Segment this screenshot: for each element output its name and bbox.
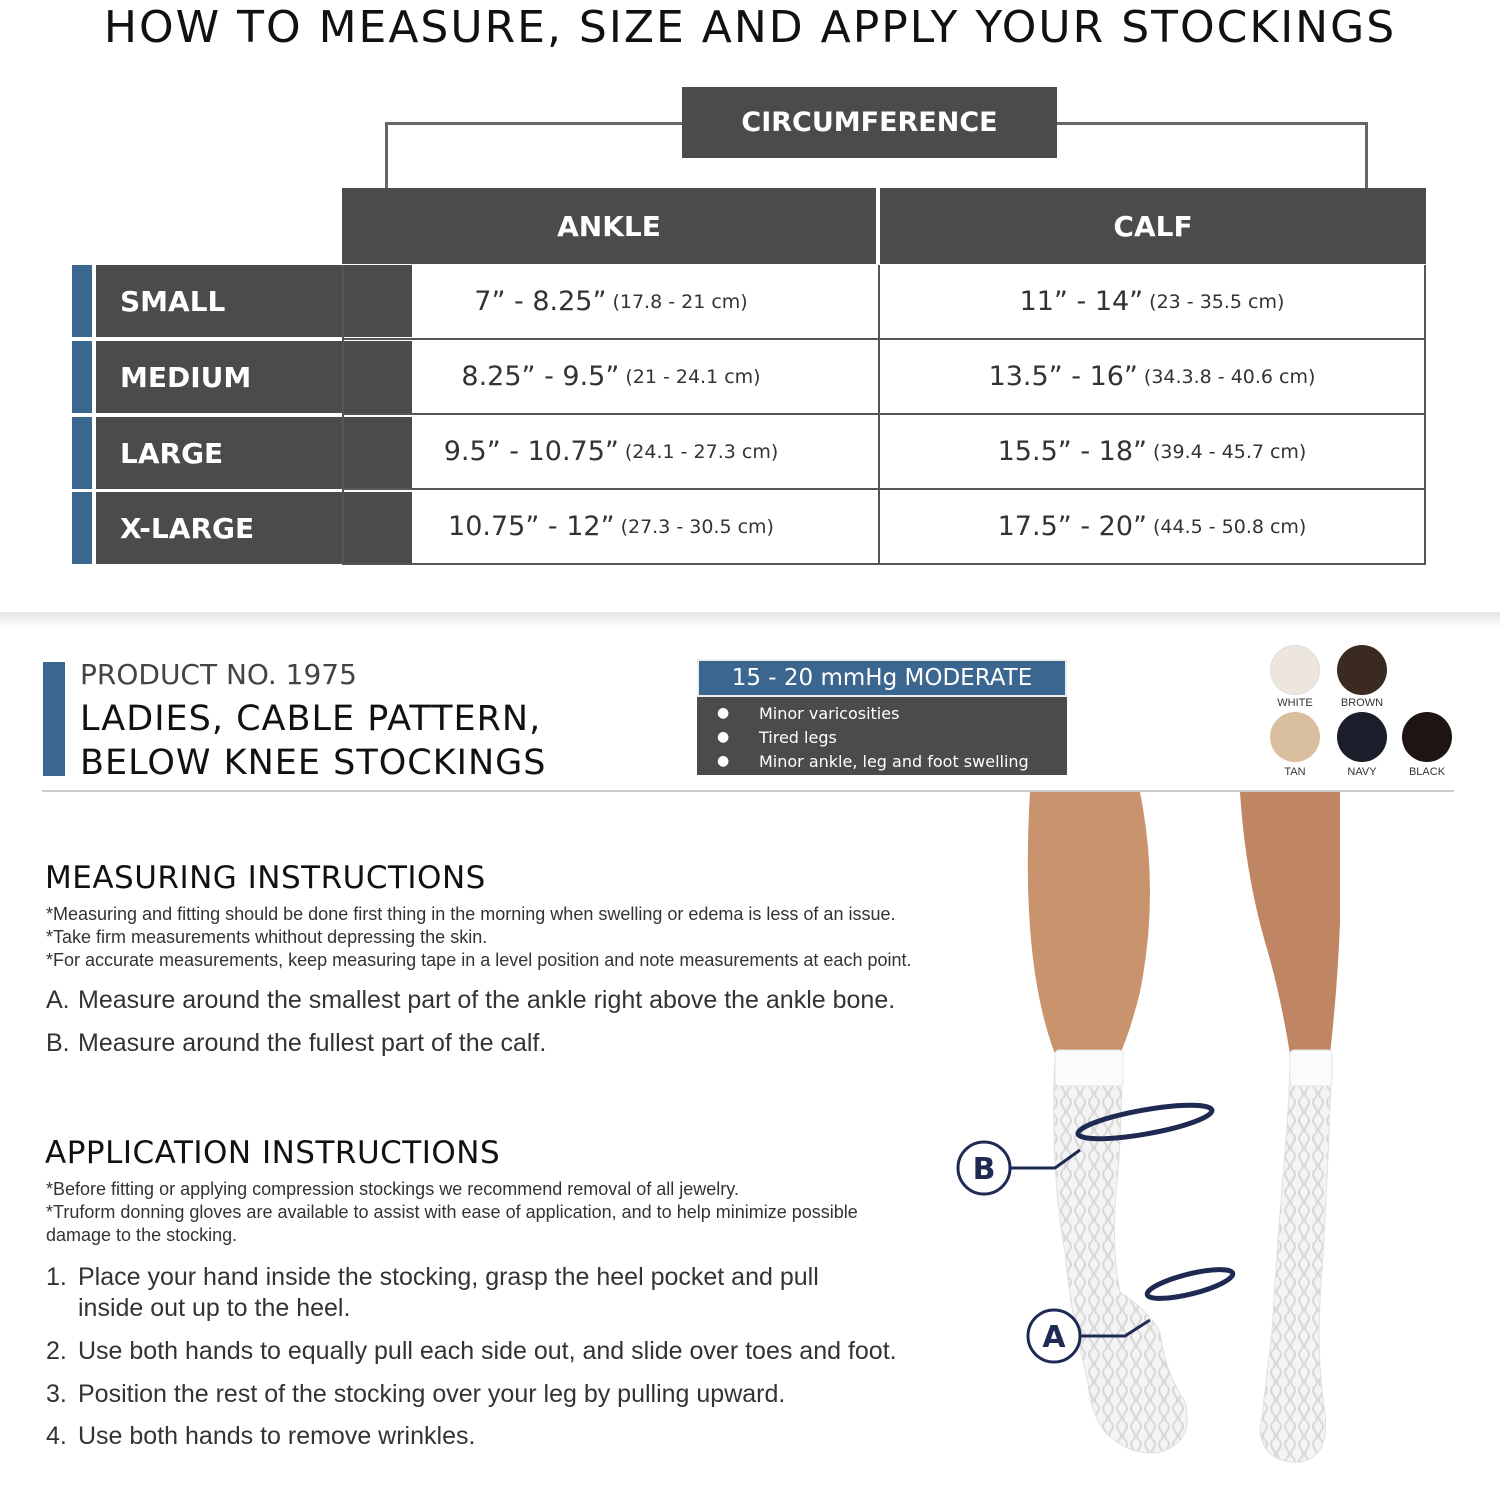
marker-a-label: A [1042,1320,1066,1355]
indication-text: Minor ankle, leg and foot swelling [759,751,1029,771]
ankle-cm: (27.3 - 30.5 cm) [620,515,774,538]
bullet-icon: ● [717,705,730,721]
bullet-icon: ● [717,729,730,745]
measuring-step-b [46,1028,546,1059]
swatch-label: BROWN [1340,697,1384,709]
compression-indications [697,697,1067,773]
ankle-tape [1145,1264,1235,1305]
step-text: Use both hands to remove wrinkles. [78,1422,476,1450]
step-number: 1. [46,1263,67,1291]
calf-inches: 13.5” - 16” [988,361,1138,392]
measuring-note: *Take firm measurements whithout depressing the skin. [46,927,488,947]
product-accent-bar [43,662,65,776]
product-name [80,697,547,785]
calf-inches: 15.5” - 18” [997,436,1147,467]
step-text-continued: inside out up to the heel. [78,1294,351,1322]
calf-cm: (44.5 - 50.8 cm) [1152,515,1307,538]
swatch-label: NAVY [1347,766,1377,778]
size-label: SMALL [96,265,412,337]
step-number: 3. [46,1380,67,1408]
marker-b-leader [1010,1150,1080,1168]
ankle-cell [342,340,878,415]
application-note: damage to the stocking. [46,1225,238,1245]
application-step-2 [46,1336,897,1367]
calf-cm: (39.4 - 45.7 cm) [1152,440,1307,463]
compression-box [697,659,1067,775]
swatch-brown[interactable] [1337,645,1387,695]
step-number: 4. [46,1422,67,1450]
step-number: 2. [46,1337,67,1365]
calf-cell [878,340,1426,415]
application-step-4 [46,1421,475,1452]
measuring-note: *Measuring and fitting should be done first thing in the morning when swelling or edema is less of an issue. [46,904,896,924]
swatch-label: TAN [1284,766,1306,778]
step-text: Position the rest of the stocking over your leg by pulling upward. [78,1380,786,1408]
step-text: Place your hand inside the stocking, grasp the heel pocket and pull [78,1263,819,1291]
indication-text: Tired legs [759,727,837,747]
marker-b [950,1140,1090,1200]
step-number: A. [46,986,70,1014]
ankle-inches: 10.75” - 12” [448,511,615,542]
compression-level: 15 - 20 mmHg MODERATE [697,659,1067,697]
application-heading: APPLICATION INSTRUCTIONS [45,1135,501,1171]
step-text: Use both hands to equally pull each side out, and slide over toes and foot. [78,1337,897,1365]
calf-cell [878,265,1426,340]
product-name-line: LADIES, CABLE PATTERN, [80,699,542,739]
calf-cell [878,415,1426,490]
legs-illustration [1010,792,1340,1482]
section-divider [0,612,1500,628]
step-text: Measure around the fullest part of the calf. [78,1029,547,1057]
circumference-header: CIRCUMFERENCE [682,87,1057,158]
measuring-note: *For accurate measurements, keep measuring tape in a level position and note measurements at each point. [46,950,912,970]
row-accent [72,492,92,564]
left-cuff [1055,1050,1123,1086]
marker-b-label: B [972,1152,996,1187]
row-accent [72,417,92,489]
indication-item [717,725,1067,749]
swatch-label: BLACK [1408,766,1446,778]
measuring-step-a [46,985,895,1016]
ankle-cm: (17.8 - 21 cm) [612,290,748,313]
ankle-column-header: ANKLE [342,188,876,264]
calf-cm: (23 - 35.5 cm) [1149,290,1285,313]
right-cuff [1290,1050,1332,1086]
ankle-inches: 7” - 8.25” [474,286,607,317]
swatch-navy[interactable] [1337,712,1387,762]
indication-item [717,701,1067,725]
application-note: *Before fitting or applying compression stockings we recommend removal of all jewelry. [46,1179,739,1199]
calf-inches: 17.5” - 20” [997,511,1147,542]
step-number: B. [46,1029,70,1057]
marker-a-leader [1080,1320,1150,1336]
page-title: HOW TO MEASURE, SIZE AND APPLY YOUR STOCKINGS [103,2,1397,53]
application-step-3 [46,1379,785,1410]
product-name-line: BELOW KNEE STOCKINGS [80,743,547,783]
calf-column-header: CALF [880,188,1426,264]
measuring-heading: MEASURING INSTRUCTIONS [45,860,486,896]
application-step-1 [46,1262,819,1324]
right-stocking [1260,1054,1332,1462]
swatch-tan[interactable] [1270,712,1320,762]
calf-cm: (34.3.8 - 40.6 cm) [1143,365,1316,388]
left-leg [1028,792,1150,1054]
row-accent [72,265,92,337]
ankle-cm: (24.1 - 27.3 cm) [624,440,779,463]
ankle-inches: 9.5” - 10.75” [443,436,619,467]
marker-a [1020,1306,1160,1366]
ankle-cm: (21 - 24.1 cm) [625,365,761,388]
step-text: Measure around the smallest part of the ankle right above the ankle bone. [78,986,896,1014]
ankle-cell [342,415,878,490]
indication-text: Minor varicosities [759,703,900,723]
right-leg [1240,792,1340,1054]
swatch-label: WHITE [1277,697,1313,709]
size-label: LARGE [96,417,412,489]
swatch-black[interactable] [1402,712,1452,762]
indication-item [717,749,1067,773]
ankle-cell [342,265,878,340]
ankle-inches: 8.25” - 9.5” [461,361,620,392]
size-label: MEDIUM [96,341,412,413]
size-label: X-LARGE [96,492,412,564]
bullet-icon: ● [717,753,730,769]
application-note: *Truform donning gloves are available to assist with ease of application, and to help minimize possible [46,1202,858,1222]
product-number: PRODUCT NO. 1975 [80,658,357,691]
calf-inches: 11” - 14” [1019,286,1144,317]
calf-cell [878,490,1426,565]
ankle-cell [342,490,878,565]
row-accent [72,341,92,413]
swatch-white[interactable] [1270,645,1320,695]
